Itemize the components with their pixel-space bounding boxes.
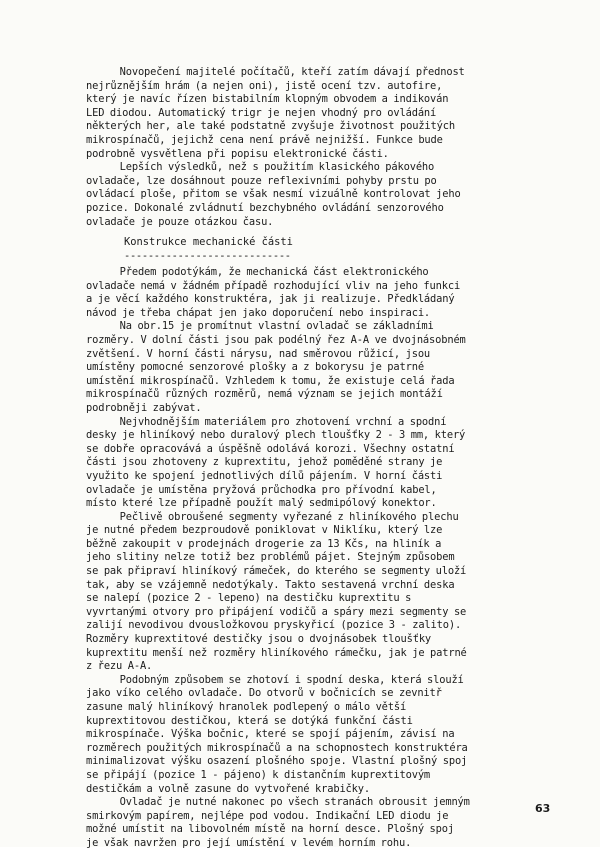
text-line: Na obr.15 je promítnut vlastní ovladač se základními <box>86 320 434 333</box>
text-line: smirkovým papírem, nejlépe pod vodou. Indikační LED diodu je <box>86 809 449 822</box>
paragraph <box>86 320 558 415</box>
text-line: a je věcí každého konstruktéra, jak ji realizuje. Předkládaný <box>86 293 455 306</box>
text-line: ovladače je umístěna pryžová průchodka pro přívodní kabel, <box>86 483 437 496</box>
text-line: Podobným způsobem se zhotoví i spodní deska, která slouží <box>86 673 464 686</box>
intro-text <box>86 66 558 229</box>
text-line: destičkám a volně zasune do vytvořené krabičky. <box>86 782 370 795</box>
text-line: Ovladač je nutné nakonec po všech stranách obrousit jemným <box>86 796 470 809</box>
text-line: možné umístit na libovolném místě na horní desce. Plošný spoj <box>86 823 454 836</box>
text-line: rozměrech použitých mikrospínačů a na schopnostech konstruktéra <box>86 741 468 754</box>
text-line: se nalepí (pozice 2 - lepeno) na destičku kuprextitu s <box>86 592 412 605</box>
text-line: se pak připraví hliníkový rámeček, do kterého se segmenty uloží <box>86 565 467 578</box>
text-line: umístěny pomocné senzorové plošky a z bokorysu je patrné <box>86 361 424 374</box>
text-line: kuprextitu menší než rozměry hliníkového rámečku, jak je patrné <box>86 646 467 659</box>
text-line: ovladače, lze dosáhnout pouze reflexivními pohyby prstu po <box>86 174 437 187</box>
body-text <box>86 266 558 851</box>
paragraph <box>86 161 558 229</box>
text-line: podrobněji zabývat. <box>86 401 202 414</box>
text-line: využito ke spojení jednotlivých dílů pájením. V horní části <box>86 469 443 482</box>
text-line: kuprextitovou destičkou, která se dotýká funkční části <box>86 714 413 727</box>
text-line: vyvrtanými otvory pro připájení vodičů a spáry mezi segmenty se <box>86 605 467 618</box>
text-line: z řezu A-A. <box>86 660 153 673</box>
text-line: Nejvhodnějším materiálem pro zhotovení vrchní a spodní <box>86 415 447 428</box>
text-line: mikrospínače. Výška bočnic, které se spojí pájením, závisí na <box>86 728 455 741</box>
text-line: je však navržen pro její umístění v levém horním rohu. <box>86 836 412 849</box>
paragraph <box>86 796 558 850</box>
text-line: zvětšení. V horní části nárysu, nad směrovou růžicí, jsou <box>86 347 431 360</box>
paragraph <box>86 266 558 320</box>
text-line: rozměry. V dolní části jsou pak podélný řez A-A ve dvojnásobném <box>86 333 466 346</box>
text-line: Pečlivě obroušené segmenty vyřezané z hliníkového plechu <box>86 510 459 523</box>
text-line: tak, aby se vzájemně nedotýkaly. Takto sestavená vrchní deska <box>86 578 455 591</box>
section-heading-underline: ---------------------------- <box>124 250 291 262</box>
paragraph <box>86 416 558 511</box>
text-line: se připájí (pozice 1 - pájeno) k distančním kuprextitovým <box>86 768 431 781</box>
text-line: některých her, ale také podstatně zvyšuje životnost použitých <box>86 120 455 133</box>
text-line: LED diodou. Automatický trigr je nejen vhodný pro ovládání <box>86 106 437 119</box>
text-line: nejrůznějším hrám (a nejen oni), jistě ocení tzv. autofire, <box>86 79 443 92</box>
section-heading: Konstrukce mechanické části <box>124 236 293 248</box>
text-line: podrobně vysvětlena při popisu elektronické části. <box>86 147 389 160</box>
paragraph <box>86 66 558 161</box>
text-line: jeho slitiny nelze totiž bez problémů pájet. Stejným způsobem <box>86 551 455 564</box>
text-line: jako víko celého ovladače. Do otvorů v bočnicích se zevnitř <box>86 687 442 700</box>
text-line: běžně zakoupit v prodejnách drogerie za 13 Kčs, na hliník a <box>86 537 442 550</box>
text-line: se dobře opracovává a úspěšně odolává korozi. Všechny ostatní <box>86 442 455 455</box>
text-line: Předem podotýkám, že mechanická část elektronického <box>86 266 429 278</box>
text-line: minimalizovat výšku osazení plošného spoje. Vlastní plošný spoj <box>86 755 468 768</box>
text-line: části jsou zhotoveny z kuprextitu, jehož poměděné strany je <box>86 456 443 469</box>
text-line: Novopečení majitelé počítačů, kteří zatím dávají přednost <box>86 66 465 78</box>
text-line: Rozměry kuprextitové destičky jsou o dvojnásobek tloušťky <box>86 633 432 646</box>
text-line: ovladače nemá v žádném případě rozhodující vliv na jeho funkci <box>86 279 461 292</box>
text-line: desky je hliníkový nebo duralový plech tloušťky 2 - 3 mm, který <box>86 429 466 442</box>
text-line: který je navíc řízen bistabilním klopným obvodem a indikován <box>86 93 449 106</box>
text-line: návod je třeba chápat jen jako doporučení nebo inspiraci. <box>86 306 431 319</box>
text-line: mikrospínačů různých rozměrů, nemá význam se jejich montáží <box>86 388 443 401</box>
text-line: zasune malý hliníkový hranolek podlepený o málo větší <box>86 701 407 713</box>
text-line: Lepších výsledků, než s použitím klasického pákového <box>86 161 435 174</box>
text-line: místo které lze případně použít malý sedmipólový konektor. <box>86 497 437 510</box>
page-number: 63 <box>535 802 551 815</box>
text-line: umístění mikrospínačů. Vzhledem k tomu, že existuje celá řada <box>86 374 455 387</box>
text-line: pozice. Dokonalé zvládnutí bezchybného ovládání senzorového <box>86 201 444 214</box>
text-line: mikrospínačů, jejichž cena není právě nejnižší. Funkce bude <box>86 133 443 146</box>
text-line: zalijí nevodivou dvousložkovou pryskyřicí (pozice 3 - zalito). <box>86 619 462 632</box>
text-line: ovladače je pouze otázkou času. <box>86 215 274 228</box>
paragraph <box>86 511 558 674</box>
text-line: je nutné předem bezproudově poniklovat v Niklíku, který lze <box>86 524 443 537</box>
text-line: ovládací ploše, přitom se však nesmí vizuálně kontrolovat jeho <box>86 188 461 201</box>
paragraph <box>86 674 558 796</box>
